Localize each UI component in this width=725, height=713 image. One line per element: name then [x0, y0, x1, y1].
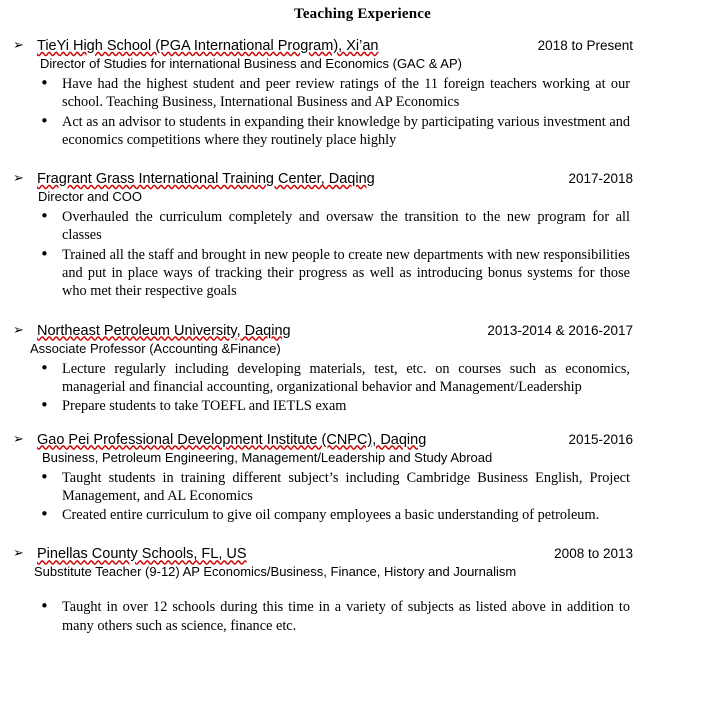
entry-dates: 2008 to 2013: [554, 546, 633, 562]
experience-entry: [0, 546, 725, 635]
list-item: [0, 360, 725, 397]
experience-entry: [0, 432, 725, 525]
list-item-text: Trained all the staff and brought in new people to create new departments with new responsibilities and put in place ways of tracking their progress as well as introducing bonus systems for those who met their respective goals: [62, 246, 630, 300]
entry-bullet-list: [0, 75, 725, 149]
dot-bullet-icon: •: [40, 597, 49, 616]
resume-page: [0, 6, 725, 713]
dot-bullet-icon: •: [40, 358, 49, 377]
list-item: [0, 598, 725, 635]
list-item: [0, 208, 725, 245]
entry-organization: TieYi High School (PGA International Program), Xi’an: [37, 38, 379, 54]
entry-header: [0, 171, 725, 187]
entry-subtitle: Director of Studies for international Business and Economics (GAC & AP): [40, 56, 462, 71]
entry-bullet-list: [0, 208, 725, 300]
entry-subtitle: Director and COO: [38, 189, 143, 205]
entry-subtitle: Business, Petroleum Engineering, Management/Leadership and Study Abroad: [42, 449, 493, 465]
arrow-bullet-icon: ➢: [13, 38, 24, 53]
entry-dates: 2013-2014 & 2016-2017: [487, 322, 633, 338]
arrow-bullet-icon: ➢: [13, 546, 24, 562]
list-item-text: Created entire curriculum to give oil company employees a basic understanding of petroleum.: [62, 507, 600, 524]
dot-bullet-icon: •: [40, 467, 49, 486]
entry-header: [0, 38, 725, 54]
entry-subtitle: Substitute Teacher (9-12) AP Economics/Business, Finance, History and Journalism: [34, 564, 517, 580]
entry-organization: Fragrant Grass International Training Center, Daqing: [37, 171, 375, 188]
entry-bullet-list: [0, 469, 725, 525]
entry-organization: Pinellas County Schools, FL, US: [37, 546, 247, 563]
experience-entry: [0, 38, 725, 149]
entry-organization: Gao Pei Professional Development Institute (CNPC), Daqing: [37, 431, 427, 448]
list-item: [0, 397, 725, 415]
entry-dates: 2018 to Present: [537, 38, 633, 53]
experience-entry: [0, 323, 725, 416]
arrow-bullet-icon: ➢: [13, 431, 24, 447]
entry-organization: Northeast Petroleum University, Daqing: [37, 322, 291, 339]
entry-dates: 2017-2018: [568, 171, 633, 187]
dot-bullet-icon: •: [40, 74, 49, 92]
entry-header: [0, 546, 725, 562]
entry-header: [0, 323, 725, 339]
entry-bullet-list: [0, 598, 725, 635]
arrow-bullet-icon: ➢: [13, 171, 24, 187]
list-item-text: Prepare students to take TOEFL and IETLS exam: [62, 398, 347, 415]
page-title: Teaching Experience: [294, 6, 431, 22]
list-item-text: Overhauled the curriculum completely and oversaw the transition to the new program for all classes: [62, 209, 630, 244]
list-item-text: Act as an advisor to students in expanding their knowledge by participating various investment and economics competitions where they routinely place highly: [62, 113, 630, 148]
entry-subtitle: Associate Professor (Accounting &Finance): [30, 340, 281, 356]
list-item: [0, 246, 725, 301]
dot-bullet-icon: •: [40, 207, 49, 226]
arrow-bullet-icon: ➢: [13, 322, 24, 338]
dot-bullet-icon: •: [40, 505, 49, 524]
list-item-text: Taught students in training different subject’s including Cambridge Business English, Project Management, and AL Economics: [62, 469, 630, 504]
list-item: [0, 506, 725, 524]
list-item-text: Taught in over 12 schools during this time in a variety of subjects as listed above in addition to many others such as science, finance etc.: [62, 599, 630, 634]
dot-bullet-icon: •: [40, 244, 49, 263]
list-item-text: Have had the highest student and peer review ratings of the 11 foreign teachers working at our school. Teaching Business, International Business and AP Economics: [62, 76, 630, 111]
entry-bullet-list: [0, 360, 725, 416]
list-item: [0, 75, 725, 112]
entry-header: [0, 432, 725, 448]
experience-entry: [0, 171, 725, 300]
dot-bullet-icon: •: [40, 396, 49, 415]
list-item: [0, 113, 725, 150]
dot-bullet-icon: •: [40, 111, 49, 130]
entry-dates: 2015-2016: [568, 431, 633, 447]
list-item: [0, 469, 725, 506]
list-item-text: Lecture regularly including developing materials, test, etc. on courses such as economics, managerial and financial accounting, organizational behavior and Management/Leadership: [62, 360, 630, 395]
